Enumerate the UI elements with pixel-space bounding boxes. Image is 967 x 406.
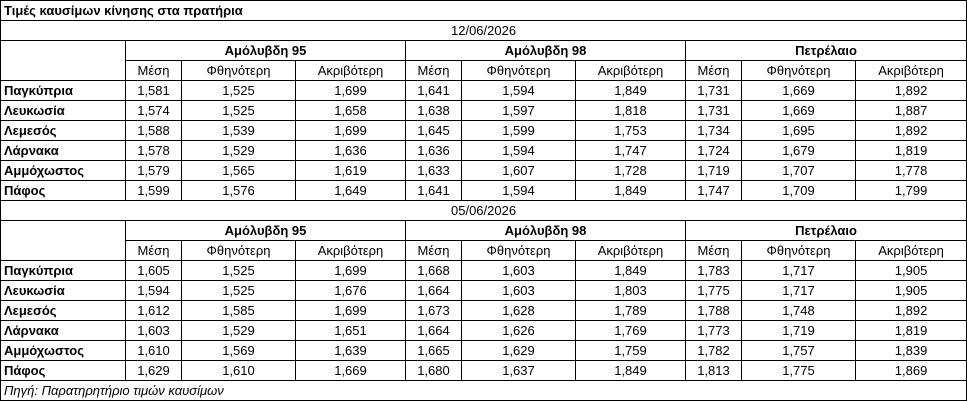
price-cell: 1,819 <box>856 321 967 341</box>
subheader-row <box>1 241 967 261</box>
price-cell: 1,849 <box>576 261 686 281</box>
price-cell: 1,579 <box>126 161 182 181</box>
region-name: Λάρνακα <box>1 141 126 161</box>
fuel-header-row <box>1 41 967 61</box>
price-cell: 1,669 <box>296 361 406 381</box>
fuel-header: Αμόλυβδη 98 <box>406 41 686 61</box>
price-cell: 1,633 <box>406 161 462 181</box>
price-cell: 1,680 <box>406 361 462 381</box>
column-subheader: Ακριβότερη <box>296 241 406 261</box>
price-cell: 1,699 <box>296 81 406 101</box>
fuel-header: Πετρέλαιο <box>686 221 967 241</box>
price-cell: 1,892 <box>856 81 967 101</box>
price-cell: 1,717 <box>742 261 856 281</box>
price-cell: 1,626 <box>462 321 576 341</box>
price-cell: 1,585 <box>182 301 296 321</box>
price-cell: 1,669 <box>742 81 856 101</box>
column-subheader: Μέση <box>126 241 182 261</box>
price-cell: 1,637 <box>462 361 576 381</box>
column-subheader: Ακριβότερη <box>296 61 406 81</box>
region-name: Λάρνακα <box>1 321 126 341</box>
table-row <box>1 121 967 141</box>
date-row <box>1 21 967 41</box>
price-cell: 1,636 <box>406 141 462 161</box>
price-cell: 1,719 <box>686 161 742 181</box>
price-cell: 1,769 <box>576 321 686 341</box>
price-cell: 1,658 <box>296 101 406 121</box>
price-cell: 1,892 <box>856 301 967 321</box>
price-cell: 1,649 <box>296 181 406 201</box>
region-name: Παγκύπρια <box>1 81 126 101</box>
price-cell: 1,525 <box>182 81 296 101</box>
table-row <box>1 261 967 281</box>
price-cell: 1,747 <box>686 181 742 201</box>
price-cell: 1,664 <box>406 281 462 301</box>
price-cell: 1,588 <box>126 121 182 141</box>
price-cell: 1,757 <box>742 341 856 361</box>
price-cell: 1,576 <box>182 181 296 201</box>
price-cell: 1,636 <box>296 141 406 161</box>
price-cell: 1,665 <box>406 341 462 361</box>
price-cell: 1,905 <box>856 261 967 281</box>
price-cell: 1,892 <box>856 121 967 141</box>
fuel-header: Αμόλυβδη 95 <box>126 221 406 241</box>
price-cell: 1,565 <box>182 161 296 181</box>
column-subheader: Φθηνότερη <box>742 241 856 261</box>
price-cell: 1,529 <box>182 141 296 161</box>
price-cell: 1,695 <box>742 121 856 141</box>
section-date: 12/06/2026 <box>1 21 967 41</box>
price-cell: 1,594 <box>462 141 576 161</box>
price-cell: 1,638 <box>406 101 462 121</box>
price-cell: 1,639 <box>296 341 406 361</box>
region-name: Πάφος <box>1 361 126 381</box>
price-cell: 1,773 <box>686 321 742 341</box>
price-cell: 1,603 <box>126 321 182 341</box>
price-cell: 1,612 <box>126 301 182 321</box>
price-cell: 1,849 <box>576 361 686 381</box>
corner-cell <box>1 221 126 261</box>
table-row <box>1 341 967 361</box>
price-cell: 1,605 <box>126 261 182 281</box>
price-cell: 1,594 <box>462 181 576 201</box>
price-cell: 1,709 <box>742 181 856 201</box>
source-row <box>1 381 967 401</box>
price-cell: 1,676 <box>296 281 406 301</box>
price-cell: 1,849 <box>576 181 686 201</box>
price-cell: 1,619 <box>296 161 406 181</box>
column-subheader: Μέση <box>686 61 742 81</box>
price-cell: 1,669 <box>742 101 856 121</box>
price-cell: 1,778 <box>856 161 967 181</box>
region-name: Πάφος <box>1 181 126 201</box>
price-cell: 1,839 <box>856 341 967 361</box>
table-body <box>1 1 967 401</box>
price-cell: 1,629 <box>462 341 576 361</box>
price-cell: 1,699 <box>296 261 406 281</box>
date-row <box>1 201 967 221</box>
table-title: Τιμές καυσίμων κίνησης στα πρατήρια <box>1 1 967 21</box>
region-name: Αμμόχωστος <box>1 341 126 361</box>
price-cell: 1,788 <box>686 301 742 321</box>
table-row <box>1 161 967 181</box>
column-subheader: Μέση <box>406 241 462 261</box>
region-name: Λευκωσία <box>1 281 126 301</box>
price-cell: 1,603 <box>462 261 576 281</box>
column-subheader: Φθηνότερη <box>742 61 856 81</box>
price-cell: 1,603 <box>462 281 576 301</box>
price-cell: 1,525 <box>182 261 296 281</box>
column-subheader: Ακριβότερη <box>856 241 967 261</box>
column-subheader: Μέση <box>406 61 462 81</box>
table-row <box>1 101 967 121</box>
price-cell: 1,610 <box>126 341 182 361</box>
price-cell: 1,641 <box>406 181 462 201</box>
region-name: Αμμόχωστος <box>1 161 126 181</box>
price-cell: 1,759 <box>576 341 686 361</box>
table-row <box>1 301 967 321</box>
table-row <box>1 141 967 161</box>
price-cell: 1,645 <box>406 121 462 141</box>
corner-cell <box>1 41 126 81</box>
price-cell: 1,594 <box>462 81 576 101</box>
fuel-header: Αμόλυβδη 98 <box>406 221 686 241</box>
source-note: Πηγή: Παρατηρητήριο τιμών καυσίμων <box>1 381 967 401</box>
price-cell: 1,597 <box>462 101 576 121</box>
price-cell: 1,525 <box>182 101 296 121</box>
table-row <box>1 281 967 301</box>
price-cell: 1,887 <box>856 101 967 121</box>
price-cell: 1,679 <box>742 141 856 161</box>
column-subheader: Φθηνότερη <box>462 241 576 261</box>
price-cell: 1,724 <box>686 141 742 161</box>
price-cell: 1,869 <box>856 361 967 381</box>
fuel-header: Πετρέλαιο <box>686 41 967 61</box>
price-cell: 1,734 <box>686 121 742 141</box>
price-cell: 1,629 <box>126 361 182 381</box>
price-cell: 1,610 <box>182 361 296 381</box>
price-cell: 1,664 <box>406 321 462 341</box>
column-subheader: Μέση <box>686 241 742 261</box>
price-cell: 1,819 <box>856 141 967 161</box>
price-cell: 1,599 <box>462 121 576 141</box>
price-cell: 1,628 <box>462 301 576 321</box>
price-cell: 1,748 <box>742 301 856 321</box>
price-cell: 1,813 <box>686 361 742 381</box>
price-cell: 1,783 <box>686 261 742 281</box>
price-cell: 1,782 <box>686 341 742 361</box>
price-cell: 1,699 <box>296 121 406 141</box>
price-cell: 1,578 <box>126 141 182 161</box>
table-row <box>1 81 967 101</box>
price-cell: 1,599 <box>126 181 182 201</box>
price-cell: 1,569 <box>182 341 296 361</box>
region-name: Λεμεσός <box>1 301 126 321</box>
column-subheader: Μέση <box>126 61 182 81</box>
price-cell: 1,668 <box>406 261 462 281</box>
subheader-row <box>1 61 967 81</box>
price-cell: 1,818 <box>576 101 686 121</box>
title-row <box>1 1 967 21</box>
price-cell: 1,719 <box>742 321 856 341</box>
column-subheader: Φθηνότερη <box>182 61 296 81</box>
region-name: Παγκύπρια <box>1 261 126 281</box>
column-subheader: Φθηνότερη <box>182 241 296 261</box>
price-cell: 1,775 <box>742 361 856 381</box>
region-name: Λεμεσός <box>1 121 126 141</box>
column-subheader: Φθηνότερη <box>462 61 576 81</box>
price-cell: 1,731 <box>686 81 742 101</box>
price-cell: 1,747 <box>576 141 686 161</box>
price-cell: 1,607 <box>462 161 576 181</box>
column-subheader: Ακριβότερη <box>856 61 967 81</box>
price-cell: 1,905 <box>856 281 967 301</box>
section-date: 05/06/2026 <box>1 201 967 221</box>
fuel-header: Αμόλυβδη 95 <box>126 41 406 61</box>
price-cell: 1,717 <box>742 281 856 301</box>
price-cell: 1,594 <box>126 281 182 301</box>
price-cell: 1,849 <box>576 81 686 101</box>
price-cell: 1,753 <box>576 121 686 141</box>
price-cell: 1,707 <box>742 161 856 181</box>
price-cell: 1,651 <box>296 321 406 341</box>
price-cell: 1,581 <box>126 81 182 101</box>
price-cell: 1,574 <box>126 101 182 121</box>
price-cell: 1,775 <box>686 281 742 301</box>
price-cell: 1,529 <box>182 321 296 341</box>
price-cell: 1,699 <box>296 301 406 321</box>
table-row <box>1 361 967 381</box>
table-row <box>1 321 967 341</box>
price-cell: 1,525 <box>182 281 296 301</box>
price-cell: 1,539 <box>182 121 296 141</box>
column-subheader: Ακριβότερη <box>576 61 686 81</box>
region-name: Λευκωσία <box>1 101 126 121</box>
table-row <box>1 181 967 201</box>
price-cell: 1,728 <box>576 161 686 181</box>
price-cell: 1,799 <box>856 181 967 201</box>
price-cell: 1,641 <box>406 81 462 101</box>
price-cell: 1,803 <box>576 281 686 301</box>
price-cell: 1,673 <box>406 301 462 321</box>
fuel-header-row <box>1 221 967 241</box>
column-subheader: Ακριβότερη <box>576 241 686 261</box>
price-cell: 1,731 <box>686 101 742 121</box>
price-cell: 1,789 <box>576 301 686 321</box>
